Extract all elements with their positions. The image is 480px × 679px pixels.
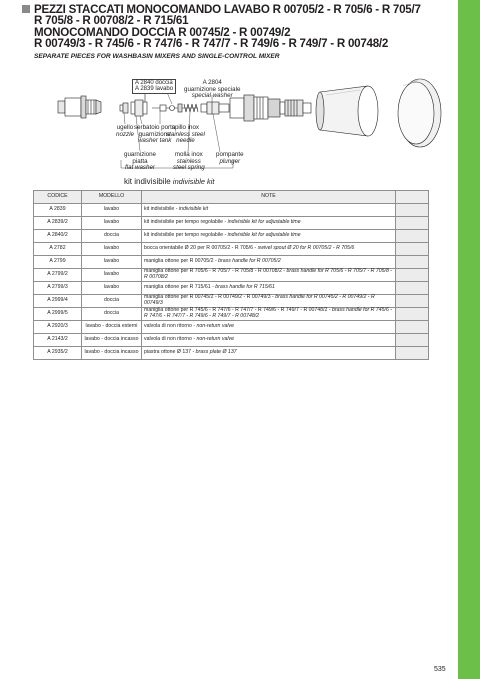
header-modello: MODELLO	[82, 191, 142, 204]
nozzle-part	[120, 103, 128, 113]
cell-model: doccia	[82, 308, 142, 321]
special-washer-code: A 2804	[202, 79, 222, 86]
note-italian: bocca orientabile Ø 20 per R 00705/2 - R 705/6	[144, 245, 254, 252]
brass-handle-part	[316, 86, 378, 136]
cell-code: A 2799/3	[34, 282, 82, 295]
cell-code: A 2840/2	[34, 230, 82, 243]
note-english: non-return valve	[196, 323, 234, 330]
cell-code: A 2920/3	[34, 321, 82, 334]
title-line-4: R 00749/3 - R 745/6 - R 747/6 - R 747/7 - R 749/6 - R 749/7 - R 00748/2	[34, 37, 389, 51]
nozzle-label	[116, 125, 134, 138]
brass-plate-part	[398, 79, 441, 147]
flat-washer-label-en: flat washer	[125, 164, 155, 172]
table-row	[34, 334, 429, 347]
cell-blank	[396, 295, 429, 308]
cell-code: A 2799	[34, 256, 82, 269]
note-italian: maniglia ottone per R 00745/2 - R 00749/2 - R 00749/3	[144, 294, 271, 301]
cell-model: lavabo - doccia esterni	[82, 321, 142, 334]
cell-code: A 2782	[34, 243, 82, 256]
spring-label-en1: stainless	[176, 157, 201, 165]
note-separator: -	[210, 284, 216, 291]
note-english: brass handle for R 715/61	[215, 284, 275, 291]
note-separator: -	[223, 232, 228, 239]
table-row	[34, 230, 429, 243]
note-english: indivisible kit	[178, 206, 209, 213]
washer-tank-label-en: washer tank	[137, 137, 172, 145]
table-row	[34, 256, 429, 269]
plunger-label-en: plunger	[219, 157, 241, 165]
cell-note	[142, 321, 396, 334]
cell-blank	[396, 204, 429, 217]
cell-blank	[396, 269, 429, 282]
header-note: NOTE	[142, 191, 396, 204]
cell-code: A 2935/2	[34, 347, 82, 360]
plunger-label	[216, 152, 244, 165]
table-row	[34, 204, 429, 217]
table-row	[34, 217, 429, 230]
cell-note	[142, 269, 396, 282]
special-washer-it: guarnizione speciale	[184, 85, 241, 93]
cell-model: lavabo - doccia incasso	[82, 347, 142, 360]
parts-table	[33, 190, 429, 360]
note-italian: maniglia ottone per R 705/6 - R 705/7 - R 705/8 - R 00708/2	[144, 268, 282, 275]
flat-washer-label-it2: piatta	[132, 157, 148, 165]
spring-label-it: molla inox	[174, 151, 203, 158]
cell-blank	[396, 334, 429, 347]
cell-model: lavabo	[82, 282, 142, 295]
note-english: brass handle for R 00745/2 - R 00749/2 - R 00749/3	[144, 294, 375, 306]
spring-label	[173, 152, 205, 172]
table-header-row	[34, 191, 429, 204]
cell-model: lavabo	[82, 256, 142, 269]
note-italian: piastra ottone Ø 137	[144, 349, 192, 356]
needle-label-en1: stainless steel	[166, 130, 205, 138]
callout-a2840-a2839	[132, 79, 176, 94]
note-italian: valvola di non ritorno	[144, 336, 192, 343]
note-english: brass handle for R 745/6 - R 747/6 - R 747/7 - R 749/6 - R 749/7 - R 00748/2	[144, 307, 393, 319]
title-line-2: R 705/8 - R 00708/2 - R 715/61	[34, 14, 189, 28]
callout-a2840-text: A 2840 doccia	[135, 80, 173, 86]
note-separator: -	[253, 245, 258, 252]
washer-tank-label-it2: guarnizione	[138, 130, 171, 138]
note-separator: -	[270, 294, 276, 301]
note-english: brass handle for R 00705/2	[218, 258, 281, 265]
note-english: brass plate Ø 137	[195, 349, 237, 356]
plunger-part	[201, 102, 229, 114]
cell-model: lavabo	[82, 269, 142, 282]
cell-blank	[396, 243, 429, 256]
indivisible-kit-label	[124, 177, 214, 186]
cell-blank	[396, 282, 429, 295]
note-separator: -	[223, 219, 228, 226]
cell-model: lavabo	[82, 217, 142, 230]
subtitle: SEPARATE PIECES FOR WASHBASIN MIXERS AND SINGLE-CONTROL MIXER	[34, 52, 280, 60]
cell-model: lavabo	[82, 243, 142, 256]
table-row	[34, 308, 429, 321]
table-row	[34, 295, 429, 308]
special-washer-label	[184, 80, 240, 100]
note-italian: kit indivisibile per tempo regolabile	[144, 219, 224, 226]
cell-blank	[396, 308, 429, 321]
flat-washer-label-it1: guarnizione	[124, 151, 156, 158]
special-washer-en: special washer	[191, 92, 233, 100]
cell-note	[142, 256, 396, 269]
callout-a2839-text: A 2839 lavabo	[135, 86, 174, 93]
cell-note	[142, 334, 396, 347]
cell-note	[142, 295, 396, 308]
note-italian: maniglia ottone per R 745/6 - R 747/6 - R 747/7 - R 749/6 - R 749/7 - R 00748/2	[144, 307, 328, 314]
cell-note	[142, 217, 396, 230]
note-separator: -	[191, 336, 197, 343]
note-italian: kit indivisibile per tempo regolabile	[144, 232, 224, 239]
note-italian: maniglia ottone per R 715/61	[144, 284, 211, 291]
washer-tank-part	[131, 92, 147, 116]
table-row	[34, 269, 429, 282]
kit-label-it: kit indivisibile	[124, 177, 171, 186]
cell-blank	[396, 217, 429, 230]
cell-code: A 2839/2	[34, 217, 82, 230]
note-english: brass handle for R 705/6 - R 705/7 - R 705/8 - R 00708/2	[144, 268, 393, 280]
note-separator: -	[191, 349, 196, 356]
cell-blank	[396, 256, 429, 269]
cell-note	[142, 308, 396, 321]
note-english: indivisible kit for adjustable time	[227, 219, 301, 226]
page-number: 535	[434, 666, 446, 673]
note-english: non-return valve	[196, 336, 234, 343]
table-row	[34, 347, 429, 360]
title-line-1-text: PEZZI STACCATI MONOCOMANDO LAVABO R 00705/2 - R 705/6 - R 705/7	[34, 3, 421, 16]
cell-code: A 2999/4	[34, 295, 82, 308]
cell-note	[142, 204, 396, 217]
cell-model: doccia	[82, 295, 142, 308]
title-line-3: MONOCOMANDO DOCCIA R 00745/2 - R 00749/2	[34, 25, 291, 39]
washer-tank-label-it1: serbatoio porta	[134, 124, 176, 131]
table-row	[34, 282, 429, 295]
nozzle-label-it: ugello	[116, 124, 134, 131]
left-cartridge	[58, 96, 101, 118]
kit-label-en: indivisible kit	[172, 177, 215, 186]
note-italian: kit indivisibile	[144, 206, 175, 213]
spring-label-en2: steel spring	[173, 164, 205, 172]
cell-model: lavabo	[82, 204, 142, 217]
cell-blank	[396, 321, 429, 334]
cell-code: A 2143/2	[34, 334, 82, 347]
parts-table-body	[34, 204, 429, 360]
needle-label-en2: needle	[176, 137, 195, 145]
table-row	[34, 321, 429, 334]
cell-model: lavabo - doccia incasso	[82, 334, 142, 347]
cell-model: doccia	[82, 230, 142, 243]
note-english: indivisible kit for adjustable time	[227, 232, 301, 239]
cell-blank	[396, 347, 429, 360]
cell-code: A 2999/5	[34, 308, 82, 321]
needle-label	[166, 125, 205, 145]
note-separator: -	[174, 206, 179, 213]
cell-note	[142, 347, 396, 360]
table-row	[34, 243, 429, 256]
note-english: swivel spout Ø 20 for R 00705/2 - R 705/6	[257, 245, 355, 252]
note-separator: -	[213, 258, 219, 265]
plunger-label-it: pompante	[216, 151, 244, 158]
header-blank	[396, 191, 429, 204]
note-separator: -	[281, 268, 287, 275]
valve-body-part	[230, 95, 311, 121]
cell-note	[142, 230, 396, 243]
note-separator: -	[327, 307, 333, 314]
cell-blank	[396, 230, 429, 243]
note-italian: valvola di non ritorno	[144, 323, 192, 330]
nozzle-label-en: nozzle	[116, 130, 134, 138]
header-codice: CODICE	[34, 191, 82, 204]
cell-code: A 2839	[34, 204, 82, 217]
needle-label-it: spillo inox	[171, 124, 200, 131]
flat-washer-label	[124, 152, 156, 172]
note-italian: maniglia ottone per R 00705/2	[144, 258, 214, 265]
note-separator: -	[191, 323, 197, 330]
cell-note	[142, 243, 396, 256]
cell-code: A 2799/2	[34, 269, 82, 282]
cell-note	[142, 282, 396, 295]
